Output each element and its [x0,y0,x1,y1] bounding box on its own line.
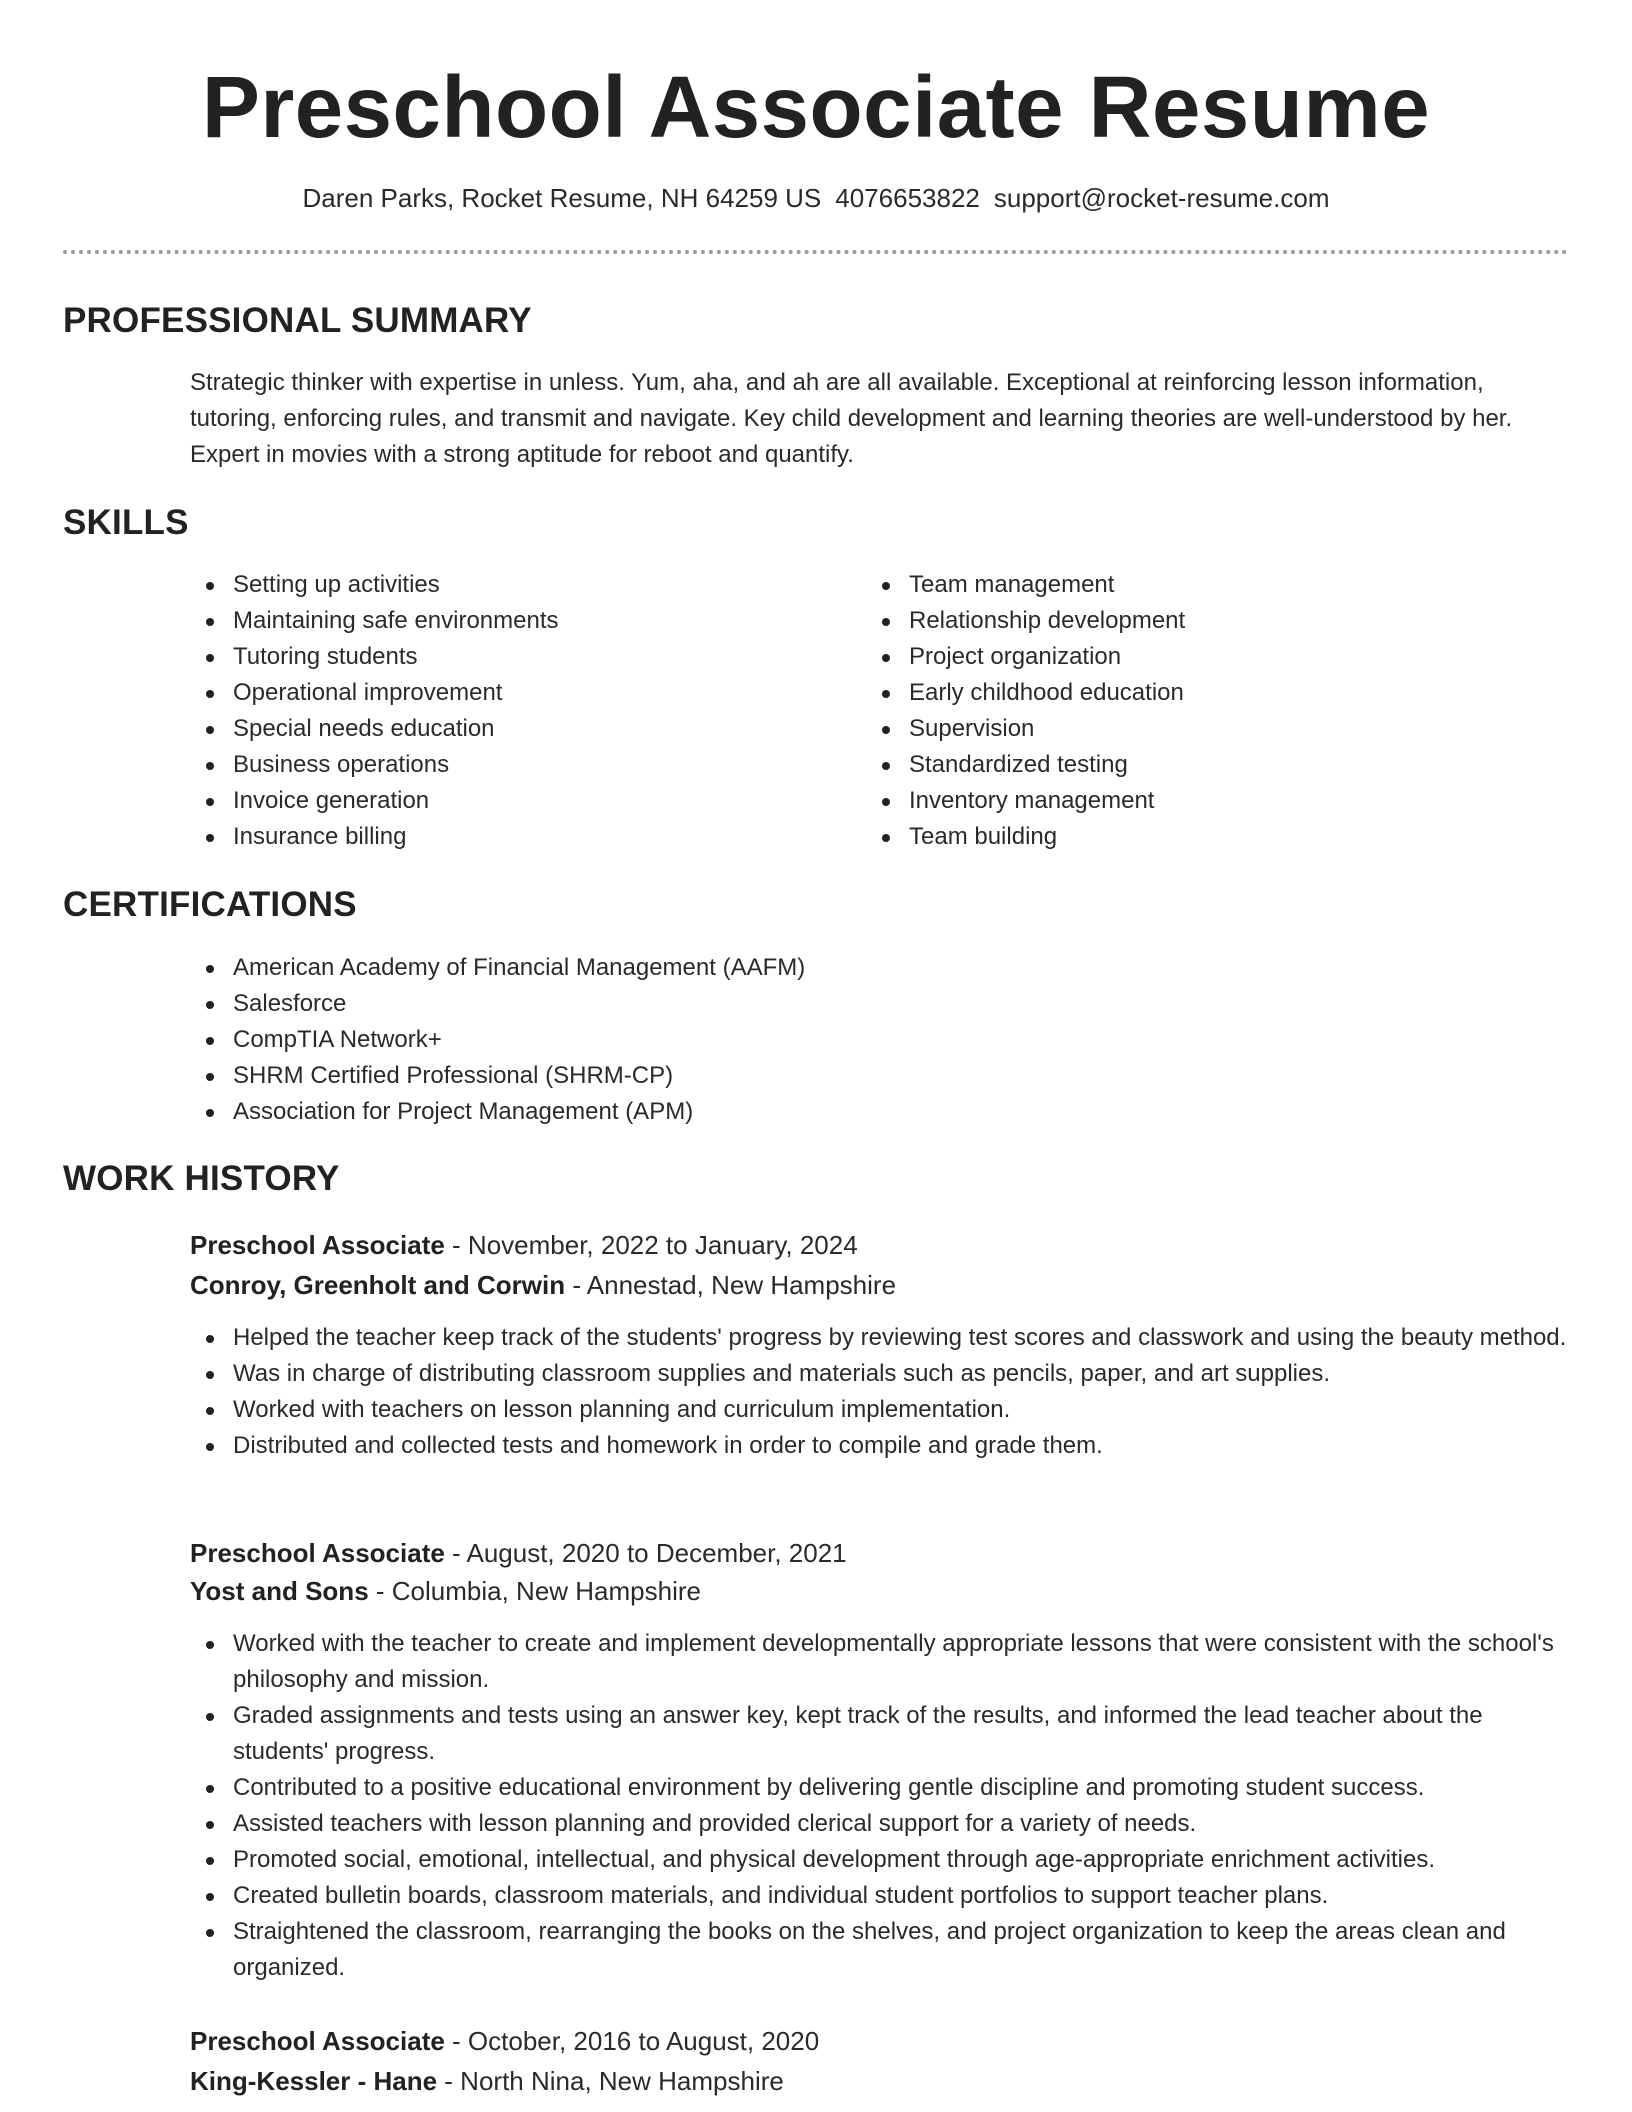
skill-item: Operational improvement [190,675,810,711]
skill-item: Insurance billing [190,819,810,855]
job-bullet: Graded assignments and tests using an answer key, kept track of the results, and informed the lead teacher about the students' progress. [190,1698,1570,1770]
certifications-list [190,950,1570,1130]
job-bullet: Promoted social, emotional, intellectual, and physical development through age-appropriate enrichment activities. [190,1842,1570,1878]
skills-heading: SKILLS [63,503,189,542]
header-divider [63,250,1568,254]
job-bullets [190,1626,1570,1986]
job-company: Yost and Sons [190,1576,369,1606]
job-bullets [190,1320,1570,1464]
skill-item: Team management [866,567,1486,603]
job-bullet: Was in charge of distributing classroom supplies and materials such as pencils, paper, and art supplies. [190,1356,1570,1392]
job-bullet: Straightened the classroom, rearranging the books on the shelves, and project organization to keep the areas clean and organized. [190,1914,1570,1986]
skills-list-right [866,567,1486,855]
skill-item: Supervision [866,711,1486,747]
job-title-line [190,2023,819,2059]
job-title: Preschool Associate [190,1538,445,1568]
certification-item: CompTIA Network+ [190,1022,1570,1058]
contact-address: Daren Parks, Rocket Resume, NH 64259 US [302,183,822,213]
contact-line [0,181,1632,215]
job-bullet: Worked with the teacher to create and implement developmentally appropriate lessons that were consistent with the school's philosophy and mission. [190,1626,1570,1698]
certification-item: Salesforce [190,986,1570,1022]
job-dates: - October, 2016 to August, 2020 [444,2026,820,2056]
skill-item: Inventory management [866,783,1486,819]
job-company-line [190,2063,784,2099]
job-dates: - November, 2022 to January, 2024 [444,1230,858,1260]
job-bullet: Assisted teachers with lesson planning and provided clerical support for a variety of needs. [190,1806,1570,1842]
summary-text: Strategic thinker with expertise in unless. Yum, aha, and ah are all available. Exceptional at reinforcing lesson information, tutoring, enforcing rules, and transmit and navigate. Key child development and learning theories are well-understood by her. Expert in movies with a strong aptitude for reboot and quantify. [190,369,1513,468]
skill-item: Tutoring students [190,639,810,675]
job-bullet: Worked with teachers on lesson planning and curriculum implementation. [190,1392,1570,1428]
certification-item: Association for Project Management (APM) [190,1094,1570,1130]
job-company-line [190,1267,896,1303]
certification-item: SHRM Certified Professional (SHRM-CP) [190,1058,1570,1094]
job-title-line [190,1227,858,1263]
job-title: Preschool Associate [190,1230,445,1260]
job-dates: - August, 2020 to December, 2021 [444,1538,847,1568]
job-bullet: Distributed and collected tests and homework in order to compile and grade them. [190,1428,1570,1464]
job-company-line [190,1573,701,1609]
skill-item: Maintaining safe environments [190,603,810,639]
skill-item: Standardized testing [866,747,1486,783]
skill-item: Setting up activities [190,567,810,603]
skill-item: Relationship development [866,603,1486,639]
job-title-line [190,1535,847,1571]
skill-item: Business operations [190,747,810,783]
job-bullet: Helped the teacher keep track of the students' progress by reviewing test scores and classwork and using the beauty method. [190,1320,1570,1356]
skill-item: Invoice generation [190,783,810,819]
job-company: King-Kessler - Hane [190,2066,438,2096]
skill-item: Special needs education [190,711,810,747]
job-title: Preschool Associate [190,2026,445,2056]
work-history-heading: WORK HISTORY [63,1159,340,1198]
skill-item: Project organization [866,639,1486,675]
summary-heading: PROFESSIONAL SUMMARY [63,301,532,340]
job-location: - Annestad, New Hampshire [565,1270,897,1300]
job-location: - North Nina, New Hampshire [437,2066,784,2096]
contact-phone: 4076653822 [835,183,980,213]
contact-email: support@rocket-resume.com [993,183,1330,213]
certifications-heading: CERTIFICATIONS [63,885,357,924]
job-bullet: Created bulletin boards, classroom materials, and individual student portfolios to support teacher plans. [190,1878,1570,1914]
skill-item: Team building [866,819,1486,855]
certification-item: American Academy of Financial Management (AAFM) [190,950,1570,986]
job-bullet: Contributed to a positive educational environment by delivering gentle discipline and promoting student success. [190,1770,1570,1806]
resume-title: Preschool Associate Resume [201,59,1431,156]
job-location: - Columbia, New Hampshire [368,1576,701,1606]
skills-list-left [190,567,810,855]
skill-item: Early childhood education [866,675,1486,711]
job-company: Conroy, Greenholt and Corwin [190,1270,566,1300]
